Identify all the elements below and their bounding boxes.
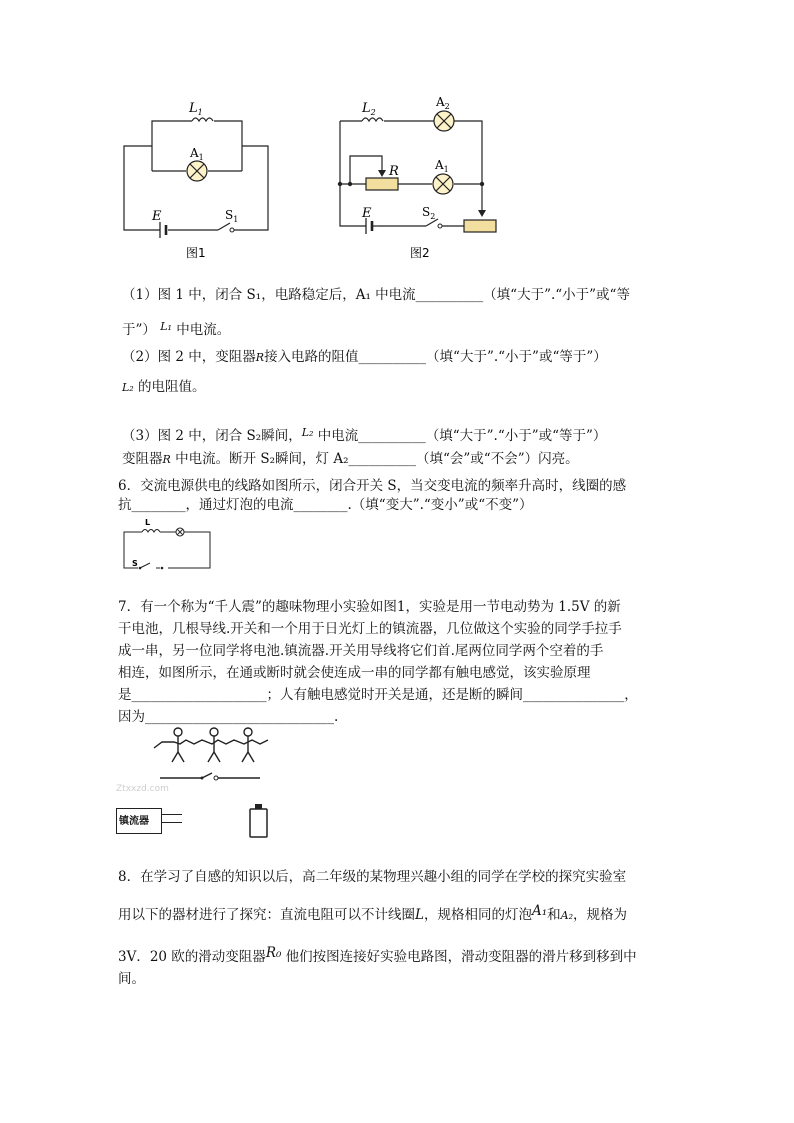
- p8-line-2-a: 用以下的器材进行了探究：直流电阻可以不计线圈: [118, 907, 415, 923]
- figure-1-circuit: [118, 96, 278, 266]
- q2-line-1-b: 接入电路的阻值__________（填“大于”.“小于”或“等于”）: [264, 349, 607, 365]
- q3-symbol-r: R: [162, 453, 171, 466]
- p8-symbol-a2: A₂: [560, 909, 573, 922]
- lamp-a1-icon: [187, 161, 207, 181]
- q3-line-1-a: （3）图 2 中，闭合 S₂瞬间，: [122, 428, 302, 444]
- q2-line-2: [122, 378, 206, 397]
- ballast-box: [116, 808, 182, 834]
- fig2-label-a1: $A_1$: [435, 158, 449, 174]
- p7-line-6: 因为____________________________.: [118, 709, 339, 725]
- resistor-r-icon: [366, 178, 398, 190]
- fig1-caption: 图1: [186, 246, 206, 260]
- p8-line-3-a: 3V．20 欧的滑动变阻器: [118, 949, 266, 965]
- fig1-label-l1: $L_1$: [189, 101, 203, 117]
- lamp-a2-icon: [434, 111, 454, 131]
- p8-line-4: 间。: [118, 971, 145, 987]
- q2-line-1-a: （2）图 2 中，变阻器: [122, 349, 256, 365]
- fig2-label-e: E: [362, 206, 372, 221]
- p8-symbol-a1: A₁: [531, 903, 548, 919]
- p7-line-4: 相连，如图所示，在通或断时就会使连成一串的同学都有触电感觉，该实验原理: [118, 665, 591, 681]
- q3-symbol-l2: L₂: [301, 426, 314, 439]
- rheostat-icon: [464, 220, 496, 232]
- q2-symbol-l2: L₂: [122, 381, 134, 394]
- q3-line-1-b: 中电流__________（填“大于”.“小于”或“等于”）: [313, 428, 607, 444]
- p6-line-2: 抗________，通过灯泡的电流________.（填“变大”.“变小”或“不变”）: [118, 497, 533, 513]
- switch-s1-icon: [218, 223, 234, 232]
- q1-line-2: [122, 318, 230, 339]
- q3-line-2-a: 变阻器: [122, 451, 163, 467]
- figure-2-circuit: [336, 96, 516, 266]
- ballast-label: 镇流器: [119, 816, 149, 827]
- p8-line-1: 8．在学习了自感的知识以后，高二年级的某物理兴趣小组的同学在学校的探究实验室: [118, 869, 627, 885]
- battery-e-icon: [160, 222, 166, 238]
- fig2-label-l2: $L_2$: [362, 101, 376, 117]
- q3-line-2: [122, 450, 579, 469]
- q1-line-1: （1）图 1 中，闭合 S₁，电路稳定后，A₁ 中电流__________（填“大于”.“小于”或“等: [122, 287, 630, 303]
- p8-symbol-r0: R₀: [265, 945, 282, 961]
- q3-line-2-b: 中电流。断开 S₂瞬间，灯 A₂__________（填“会”或“不会”）闪亮。: [170, 451, 579, 467]
- fig1-label-s1: $S_1$: [225, 208, 239, 224]
- p7-line-2: 干电池，几根导线.开关和一个用于日光灯上的镇流器，几位做这个实验的同学手拉手: [118, 621, 622, 637]
- p7-human-chain-figure: [150, 726, 280, 788]
- p6-line-1: 6．交流电源供电的线路如图所示，闭合开关 S，当交变电流的频率升高时，线圈的感: [118, 478, 627, 494]
- p7-line-5: 是____________________；人有触电感觉时开关是通，还是断的瞬间_______________，: [118, 687, 638, 703]
- fig2-label-a2: $A_2$: [436, 96, 450, 111]
- q2-symbol-r: R: [255, 351, 265, 364]
- battery-cell-icon: [248, 803, 270, 839]
- fig2-caption: 图2: [410, 246, 430, 260]
- fig2-label-r: R: [389, 164, 399, 179]
- p8-line-2-b: ，规格相同的灯泡: [423, 907, 532, 923]
- p8-line-2: [118, 902, 627, 925]
- q1-line-2-a: 于”）: [122, 322, 156, 338]
- q3-line-1: [122, 424, 606, 445]
- q1-symbol-l1: L₁: [160, 320, 172, 333]
- p6-label-s: S: [132, 559, 138, 568]
- ballast-terminal-top: [162, 814, 182, 815]
- p6-lamp-icon: [176, 528, 184, 536]
- q2-line-2-b: 的电阻值。: [133, 379, 206, 395]
- p8-line-3: [118, 944, 637, 966]
- q2-line-1: [122, 348, 607, 367]
- watermark: Ztxxzd.com: [116, 784, 169, 794]
- p6-label-l: L: [145, 518, 151, 527]
- p6-circuit: [118, 514, 216, 576]
- p8-symbol-l: L: [415, 907, 424, 923]
- lamp-a1-fig2-icon: [433, 174, 453, 194]
- fig2-label-s2: $S_2$: [422, 205, 436, 221]
- p7-line-1: 7．有一个称为“千人震”的趣味物理小实验如图1，实验是用一节电动势为 1.5V 的新: [118, 599, 621, 615]
- fig1-label-e: E: [152, 209, 162, 224]
- fig1-label-a1: $A_1$: [190, 146, 204, 162]
- p8-line-2-c: 和: [547, 907, 561, 923]
- q1-line-2-b: 中电流。: [176, 322, 231, 338]
- p8-line-3-b: 他们按图连接好实验电路图，滑动变阻器的滑片移到移到中: [281, 949, 637, 965]
- p7-line-3: 成一串，另一位同学将电池.镇流器.开关用导线将它们首.尾两位同学两个空着的手: [118, 643, 604, 659]
- p8-line-2-d: ，规格为: [573, 907, 627, 923]
- ballast-terminal-bottom: [162, 822, 182, 823]
